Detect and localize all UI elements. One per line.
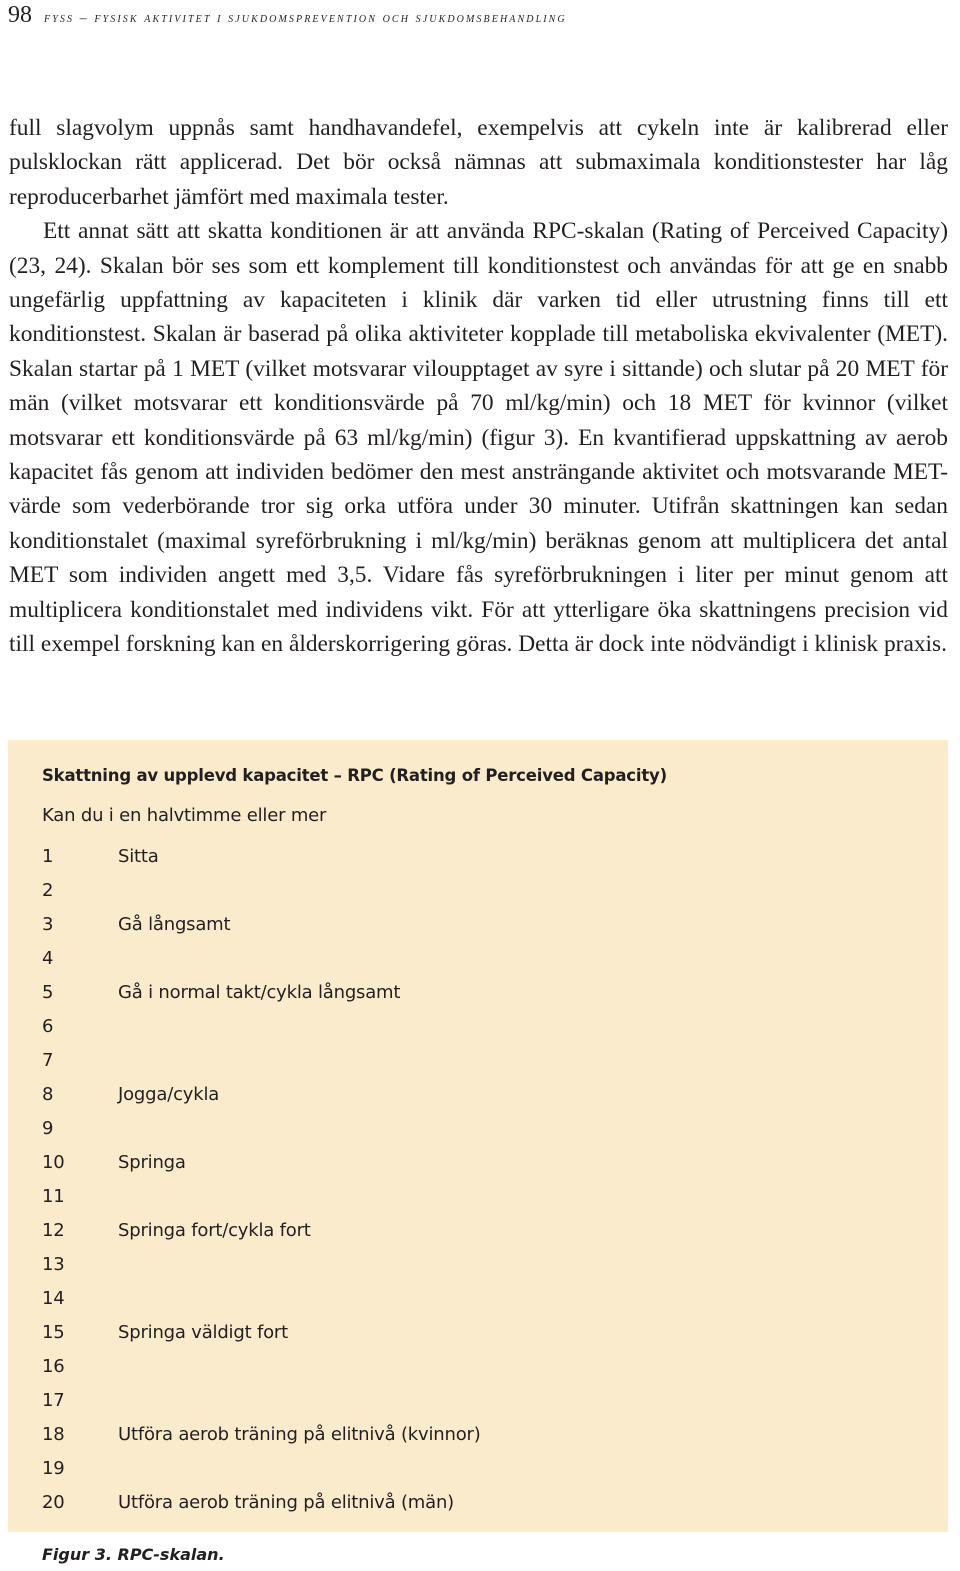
scale-row: [42, 1281, 481, 1315]
scale-label: Utföra aerob träning på elitnivå (män): [118, 1491, 454, 1513]
scale-number: 17: [42, 1389, 65, 1411]
paragraph: full slagvolym uppnås samt handhavandefel, exempelvis att cykeln inte är kalibrerad eller pulsklockan rätt applicerad. Det bör också nämnas att submaximala konditionstester har låg reproducerbarhet jämfört med maximala tester.: [9, 115, 948, 210]
scale-row: [42, 839, 481, 873]
scale-row: [42, 1383, 481, 1417]
scale-row: [42, 1485, 481, 1519]
scale-row: [42, 1315, 481, 1349]
figure-subtitle: Kan du i en halvtimme eller mer: [42, 805, 327, 826]
scale-number: 18: [42, 1423, 65, 1445]
scale-number: 7: [42, 1049, 54, 1071]
scale-label: Gå i normal takt/cykla långsamt: [118, 981, 401, 1003]
scale-number: 11: [42, 1185, 65, 1207]
page-number: 98: [8, 2, 32, 28]
scale-row: [42, 1179, 481, 1213]
scale-row: [42, 1077, 481, 1111]
scale-number: 20: [42, 1491, 65, 1513]
scale-row: [42, 873, 481, 907]
scale-label: Springa: [118, 1151, 186, 1173]
scale-number: 13: [42, 1253, 65, 1275]
scale-number: 1: [42, 845, 54, 867]
scale-row: [42, 1451, 481, 1485]
scale-number: 15: [42, 1321, 65, 1343]
scale-number: 5: [42, 981, 54, 1003]
scale-row: [42, 975, 481, 1009]
scale-number: 3: [42, 913, 54, 935]
scale-row: [42, 1009, 481, 1043]
paragraph: Ett annat sätt att skatta konditionen är att använda RPC-skalan (Rating of Perceived Capacity) (23, 24). Skalan bör ses som ett komplement till konditionstest och användas för att ge en snabb ungefärlig uppfattning av kapaciteten i klinik där varken tid eller utrustning finns till ett konditionstest. Skalan är baserad på olika aktiviteter kopplade till metaboliska ekvivalenter (MET). Skalan startar på 1 MET (vilket motsvarar viloupptaget av syre i sittande) och slutar på 20 MET för män (vilket motsvarar ett konditionsvärde på 70 ml/kg/min) och 18 MET för kvinnor (vilket motsvarar ett konditionsvärde på 63 ml/kg/min) (figur 3). En kvantifierad uppskattning av aerob kapacitet fås genom att individen bedömer den mest ansträngande aktivitet och motsvarande MET-värde som vederbörande tror sig orka utföra under 30 minuter. Utifrån skattningen kan sedan konditionstalet (maximal syreförbrukning i ml/kg/min) beräknas genom att multiplicera det antal MET som individen angett med 3,5. Vidare fås syreförbrukningen i liter per minut genom att multiplicera konditionstalet med individens vikt. För att ytterligare öka skattningens precision vid till exempel forskning kan en ålderskorrigering göras. Detta är dock inte nödvändigt i klinisk praxis.: [9, 218, 948, 658]
scale-row: [42, 907, 481, 941]
scale-row: [42, 1349, 481, 1383]
scale-row: [42, 1247, 481, 1281]
scale-number: 10: [42, 1151, 65, 1173]
scale-number: 16: [42, 1355, 65, 1377]
scale-row: [42, 941, 481, 975]
scale-row: [42, 1213, 481, 1247]
scale-label: Springa fort/cykla fort: [118, 1219, 311, 1241]
running-header: [8, 0, 567, 30]
scale-label: Utföra aerob träning på elitnivå (kvinnor): [118, 1423, 481, 1445]
scale-label: Gå långsamt: [118, 913, 231, 935]
scale-label: Springa väldigt fort: [118, 1321, 288, 1343]
scale-number: 14: [42, 1287, 65, 1309]
scale-row: [42, 1417, 481, 1451]
figure-title: Skattning av upplevd kapacitet – RPC (Rating of Perceived Capacity): [42, 766, 667, 785]
body-text: [9, 111, 948, 662]
running-title: fyss – fysisk aktivitet i sjukdomsprevention och sjukdomsbehandling: [44, 11, 567, 26]
figure-caption: Figur 3. RPC-skalan.: [42, 1545, 225, 1564]
scale-row: [42, 1043, 481, 1077]
scale-label: Sitta: [118, 845, 159, 867]
scale-row: [42, 1145, 481, 1179]
scale-number: 2: [42, 879, 54, 901]
scale-row: [42, 1111, 481, 1145]
figure-rpc-scale: [8, 740, 948, 1532]
scale-number: 4: [42, 947, 54, 969]
scale-label: Jogga/cykla: [118, 1083, 220, 1105]
scale-number: 19: [42, 1457, 65, 1479]
scale-number: 9: [42, 1117, 54, 1139]
scale-number: 6: [42, 1015, 54, 1037]
rpc-scale-list: [42, 839, 481, 1519]
scale-number: 12: [42, 1219, 65, 1241]
scale-number: 8: [42, 1083, 54, 1105]
